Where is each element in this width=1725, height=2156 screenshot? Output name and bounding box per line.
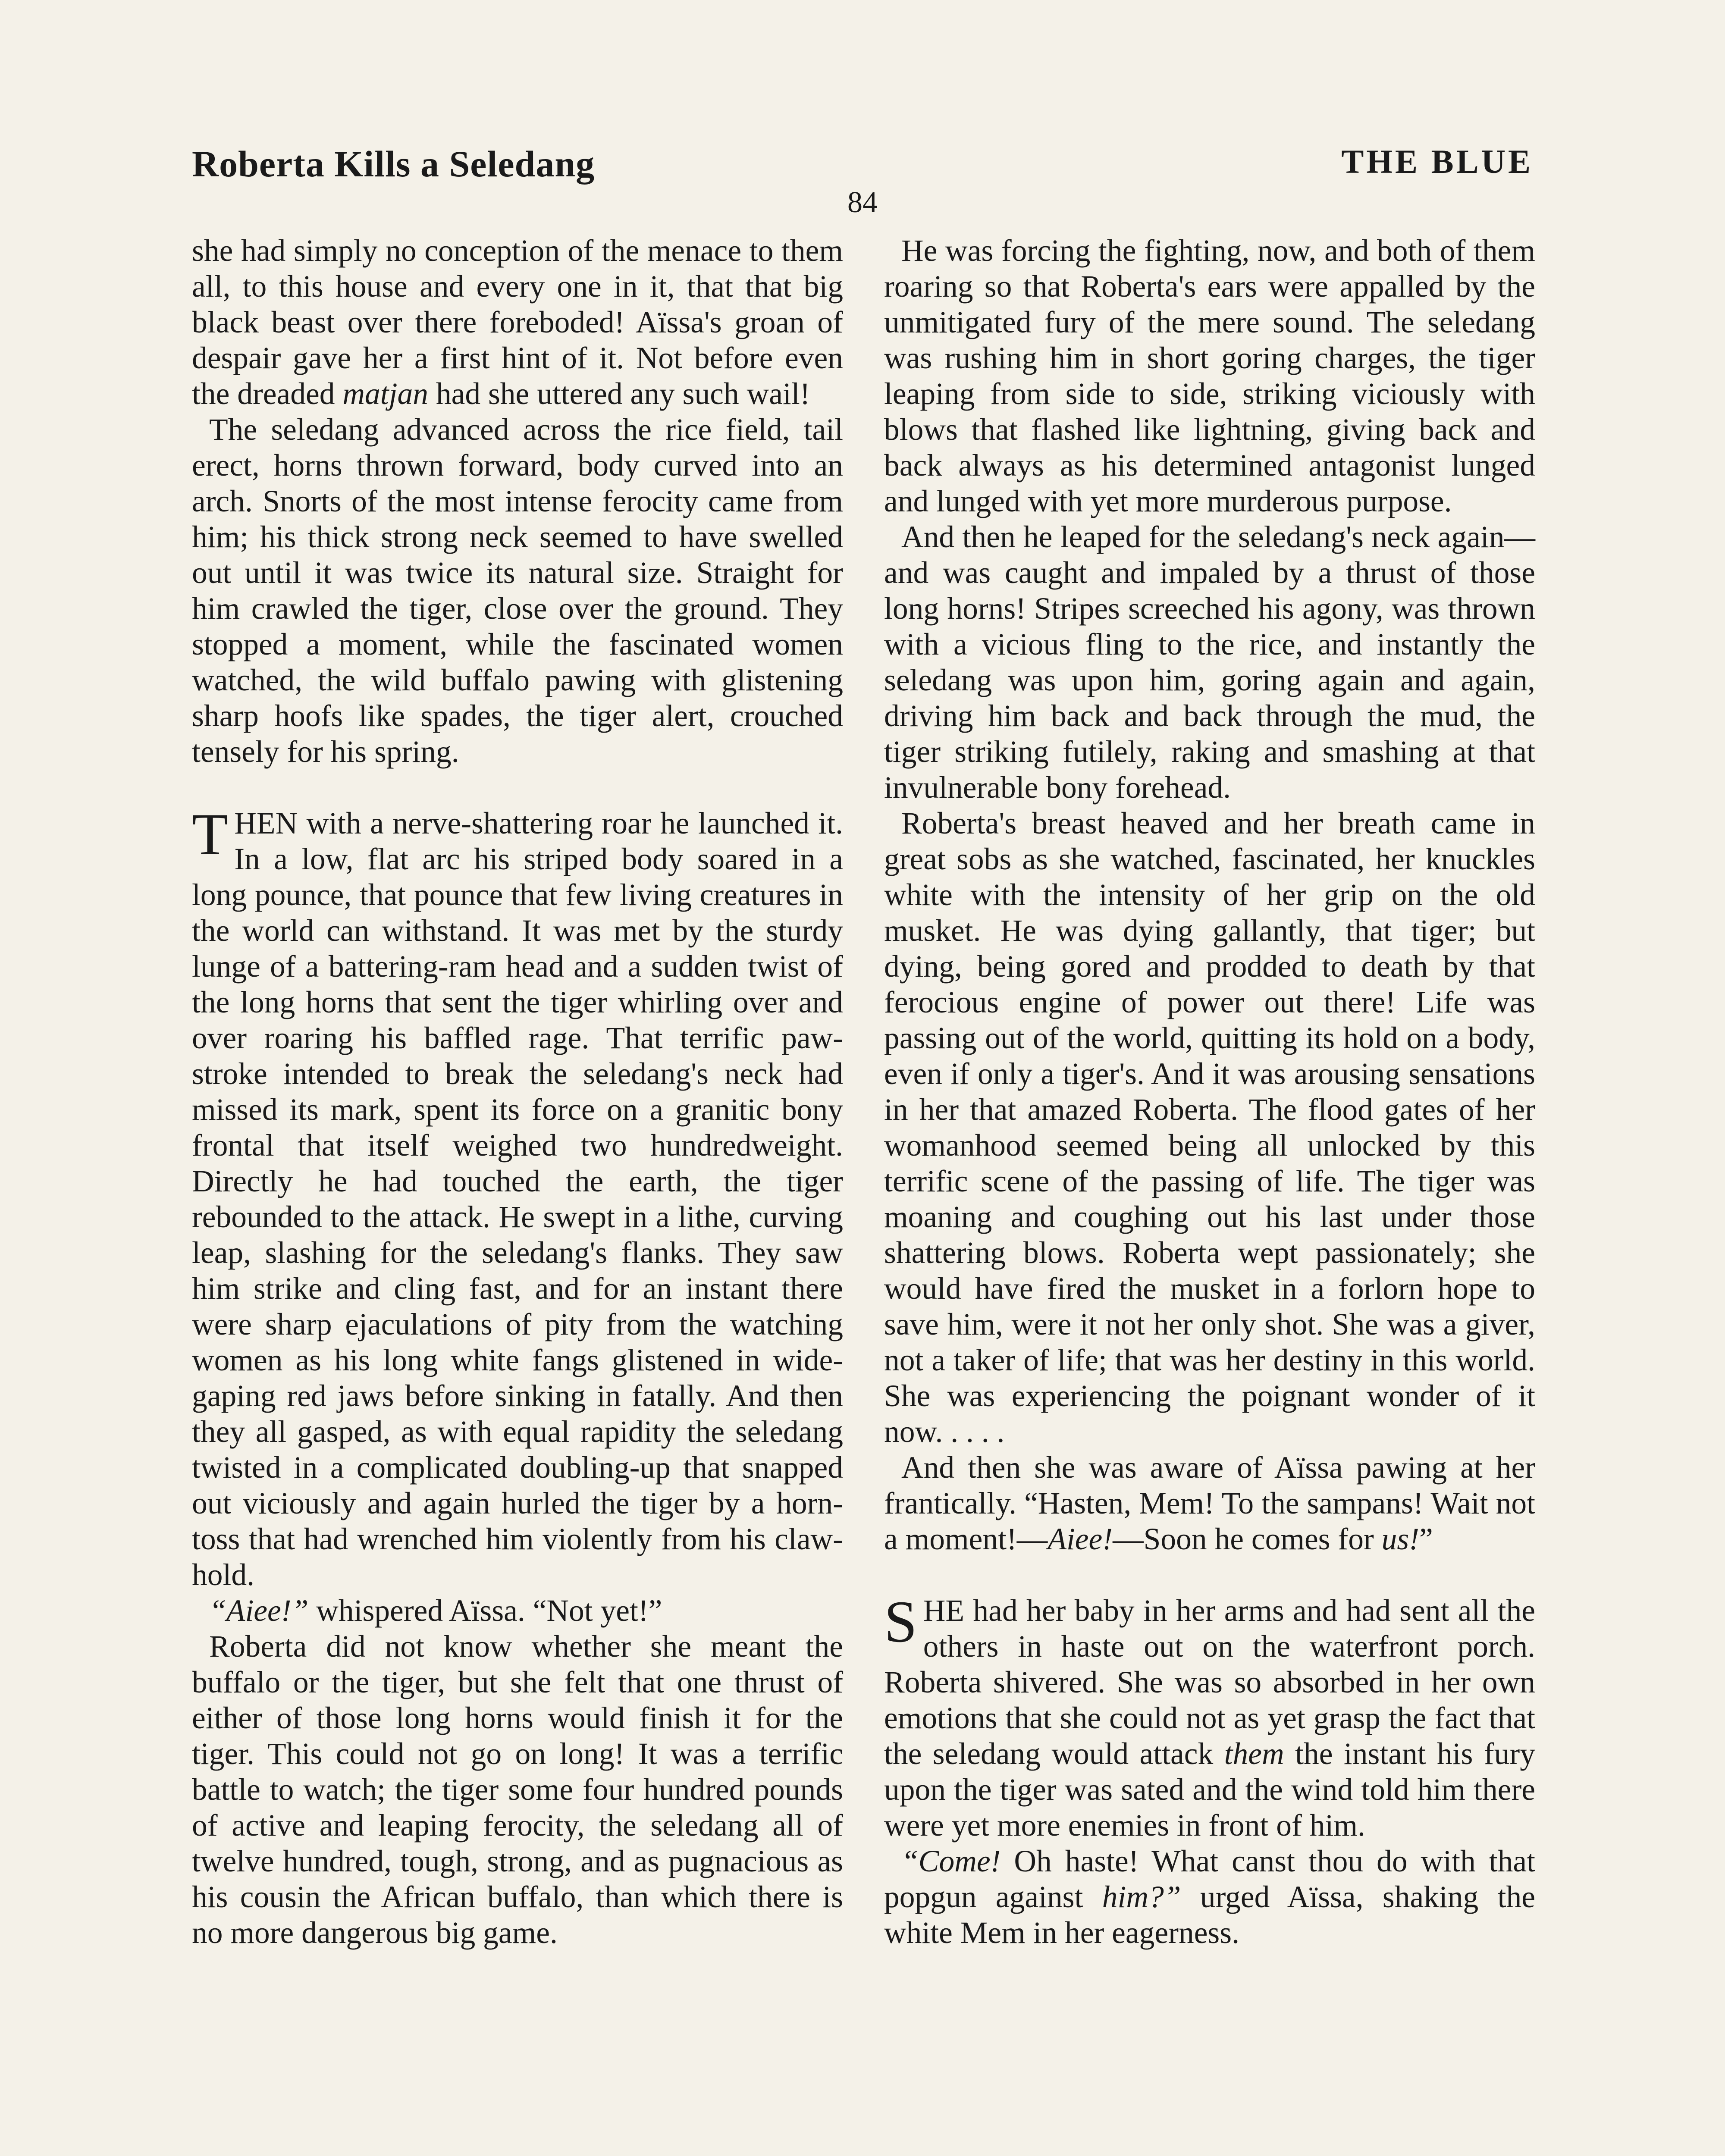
paragraph-text: had she uttered any such wail! xyxy=(428,377,810,411)
italic-word: “Aiee!” xyxy=(209,1594,309,1628)
paragraph-text: the instant his fury upon the tiger was sated and the wind told him there were yet more enemies in front of him. xyxy=(884,1737,1535,1843)
story-title: Roberta Kills a Seledang xyxy=(192,143,595,185)
italic-word: them xyxy=(1224,1737,1284,1771)
italic-word: him?” xyxy=(1102,1880,1181,1914)
paragraph-text: urged Aïssa, shaking the white Mem in her eagerness. xyxy=(884,1880,1535,1950)
section-paragraph xyxy=(884,1589,1535,1843)
right-column xyxy=(884,233,1535,1951)
italic-word: Aiee! xyxy=(1048,1522,1113,1556)
paragraph: Roberta did not know whether she meant the buffalo or the tiger, but she felt that one thrust of either of those long horns would finish it for the tiger. This could not go on long! It was a terrific battle to watch; the tiger some four hundred pounds of active and leaping ferocity, the seledang all of twelve hundred, tough, strong, and as pugnacious as his cousin the African buffalo, than which there is no more dangerous big game. xyxy=(192,1630,843,1950)
paragraph-text: ” xyxy=(1419,1522,1433,1556)
paragraph: Roberta's breast heaved and her breath came in great sobs as she watched, fascinated, her knuckles white with the intensity of her grip on the old musket. He was dying gallantly, that tiger; but dying, being gored and prodded to death by that ferocious engine of power out there! Life was passing out of the world, quitting its hold on a body, even if only a tiger's. And it was arousing sensations in her that amazed Roberta. The flood gates of her womanhood seemed being all unlocked by this terrific scene of the passing of life. The tiger was moaning and coughing out his last under those shattering blows. Roberta wept passionately; she would have fired the musket in a forlorn hope to save him, were it not her only shot. She was a giver, not a taker of life; that was her destiny in this world. She was experiencing the poignant wonder of it now. . . . . xyxy=(884,806,1535,1449)
section-paragraph xyxy=(192,801,843,1593)
paragraph: And then he leaped for the seledang's neck again—and was caught and impaled by a thrust of those long horns! Stripes screeched his agony, was thrown with a vicious fling to the rice, and instantly the seledang was upon him, goring again and again, driving him back and back through the mud, the tiger striking futilely, raking and smashing at that invulnerable bony forehead. xyxy=(884,520,1535,805)
italic-word: “Come! xyxy=(901,1844,1001,1878)
page-number: 84 xyxy=(847,186,878,219)
magazine-title: THE BLUE xyxy=(1341,143,1533,180)
paragraph xyxy=(192,233,843,412)
paragraph-text: Oh haste! What canst thou do with that popgun against xyxy=(884,1844,1535,1914)
paragraph-text: she had simply no conception of the menace to them all, to this house and every one in it, that that big black beast over there foreboded! Aïssa's groan of despair gave her a first hint of it. Not before even the dreaded xyxy=(192,234,843,411)
paragraph-text: whispered Aïssa. “Not yet!” xyxy=(308,1594,662,1628)
paragraph xyxy=(884,1843,1535,1951)
paragraph-text: HEN with a nerve-shattering roar he launched it. In a low, flat arc his striped body soared in a long pounce, that pounce that few living creatures in the world can withstand. It was met by the sturdy lunge of a battering-ram head and a sudden twist of the long horns that sent the tiger whirling over and over roaring his baffled rage. That terrific paw-stroke intended to break the seledang's neck had missed its mark, spent its force on a granitic bony frontal that itself weighed two hundredweight. Directly he had touched the earth, the tiger rebounded to the attack. He swept in a lithe, curving leap, slashing for the seledang's flanks. They saw him strike and cling fast, and for an instant there were sharp ejaculations of pity from the watching women as his long white fangs glistened in wide-gaping red jaws before sinking in fatally. And then they all gasped, as with equal rapidity the seledang twisted in a complicated doubling-up that snapped out viciously and again hurled the tiger by a horn-toss that had wrenched him violently from his claw-hold. xyxy=(192,806,843,1592)
drop-cap: S xyxy=(884,1589,917,1655)
left-column xyxy=(192,233,843,1951)
paragraph xyxy=(884,1450,1535,1557)
drop-cap: T xyxy=(192,801,229,867)
paragraph-text: —Soon he comes for xyxy=(1113,1522,1382,1556)
paragraph-text: HE had her baby in her arms and had sent all the others in haste out on the waterfront porch. Roberta shivered. She was so absorbed in her own emotions that she could not as yet grasp the fact that the seledang would attack xyxy=(884,1594,1535,1771)
italic-word: matjan xyxy=(342,377,428,411)
paragraph: The seledang advanced across the rice field, tail erect, horns thrown forward, body curved into an arch. Snorts of the most intense ferocity came from him; his thick strong neck seemed to have swelled out until it was twice its natural size. Straight for him crawled the tiger, close over the ground. They stopped a moment, while the fascinated women watched, the wild buffalo pawing with glistening sharp hoofs like spades, the tiger alert, crouched tensely for his spring. xyxy=(192,413,843,769)
paragraph: He was forcing the fighting, now, and both of them roaring so that Roberta's ears were appalled by the unmitigated fury of the mere sound. The seledang was rushing him in short goring charges, the tiger leaping from side to side, striking viciously with blows that flashed like lightning, giving back and back always as his determined antagonist lunged and lunged with yet more murderous purpose. xyxy=(884,234,1535,518)
italic-word: us! xyxy=(1381,1522,1420,1556)
paragraph xyxy=(192,1593,843,1629)
paragraph-text: And then she was aware of Aïssa pawing at her frantically. “Hasten, Mem! To the sampans! Wait not a moment!— xyxy=(884,1451,1535,1556)
